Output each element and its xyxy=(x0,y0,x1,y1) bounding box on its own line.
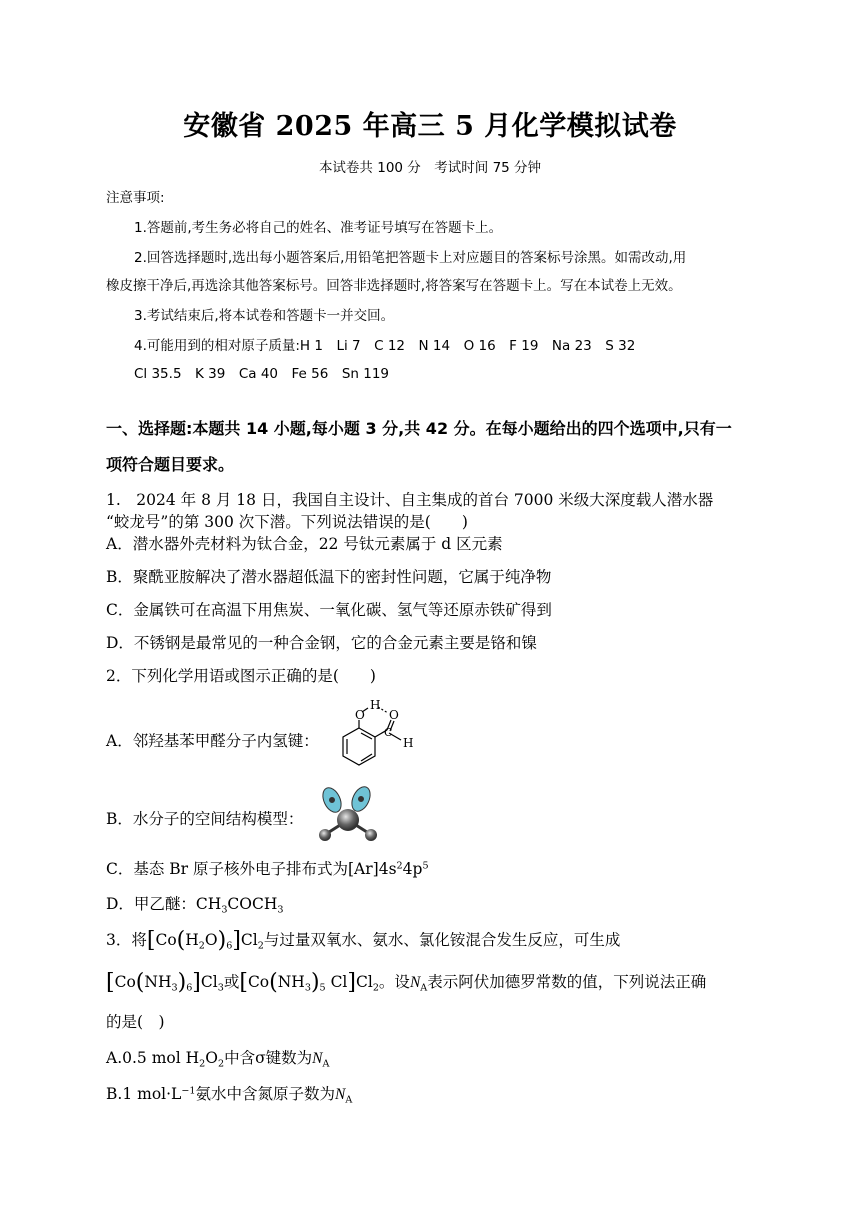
ring-double-bond xyxy=(361,754,372,761)
q2-option-b: B．水分子的空间结构模型： xyxy=(106,810,304,828)
q3-stem-line-3: 的是( ) xyxy=(106,1013,165,1031)
q1-stem-line-1: 1. 2024 年 8 月 18 日，我国自主设计、自主集成的首台 7000 米级大深度载人潜水器 xyxy=(106,491,714,509)
section-heading-line-2: 项符合题目要求。 xyxy=(106,455,235,474)
note-item-4-line-2: Cl 35.5 K 39 Ca 40 Fe 56 Sn 119 xyxy=(134,366,390,382)
lone-pair-dot xyxy=(359,797,364,802)
q3-stem-line-2: $[Co(NH_3)_6]Cl_3$或[$Co(NH_3)_5$ $Cl]Cl_2$。设$N_A$表示阿伏加德罗常数的值，下列说法正确 xyxy=(106,970,707,995)
note-item-1: 1.答题前,考生务必将自己的姓名、准考证号填写在答题卡上。 xyxy=(134,220,503,236)
notes-heading: 注意事项: xyxy=(106,190,165,206)
q1-stem-line-2: “蛟龙号”的第 300 次下潜。下列说法错误的是( ) xyxy=(106,513,468,531)
q1-option-b: B．聚酰亚胺解决了潜水器超低温下的密封性问题，它属于纯净物 xyxy=(106,568,552,586)
q2-option-c: C．基态 Br 原子核外电子排布式为$[Ar]4s^24p^5$ xyxy=(106,860,429,878)
atom-o: O xyxy=(389,708,399,722)
atom-c: C xyxy=(384,726,393,739)
benzene-ring xyxy=(343,728,375,765)
q2-option-a: A．邻羟基苯甲醛分子内氢键： xyxy=(106,732,319,750)
oxygen-atom xyxy=(337,809,359,831)
note-item-2-line-1: 2.回答选择题时,选出每小题答案后,用铅笔把答题卡上对应题目的答案标号涂黑。如需改动,用 xyxy=(134,250,687,266)
lone-pair-dot xyxy=(330,798,335,803)
atom-o: O xyxy=(355,708,365,722)
q3-option-a: A.0.5 mol $H_2O_2$中含σ键数为$N_A$ xyxy=(106,1049,330,1070)
note-item-3: 3.考试结束后,将本试卷和答题卡一并交回。 xyxy=(134,308,395,324)
note-item-2-line-2: 橡皮擦干净后,再选涂其他答案标号。回答非选择题时,将答案写在答题卡上。写在本试卷上无效。 xyxy=(106,278,682,294)
q3-option-b: B.1 $mol\cdot L^{-1}$氨水中含氮原子数为$N_A$ xyxy=(106,1085,353,1106)
atom-h: H xyxy=(403,736,414,750)
q1-option-a: A．潜水器外壳材料为钛合金，22 号钛元素属于 d 区元素 xyxy=(106,535,503,553)
section-heading-line-1: 一、选择题:本题共 14 小题,每小题 3 分,共 42 分。在每小题给出的四个选项中,只有一 xyxy=(106,419,732,438)
hydrogen-atom xyxy=(319,829,331,841)
q1-option-d: D．不锈钢是最常见的一种合金钢，它的合金元素主要是铬和镍 xyxy=(106,634,537,652)
note-item-4-line-1: 4.可能用到的相对原子质量:H 1 Li 7 C 12 N 14 O 16 F 19 Na 23 S 32 xyxy=(134,338,636,354)
atom-h: H xyxy=(370,698,381,712)
q2-stem: 2．下列化学用语或图示正确的是( ) xyxy=(106,667,376,685)
exam-subtitle: 本试卷共 100 分 考试时间 75 分钟 xyxy=(318,160,542,176)
hydrogen-atom xyxy=(365,829,377,841)
page-title: 安徽省 2025 年高三 5 月化学模拟试卷 xyxy=(183,111,677,142)
q3-stem-line-1: 3．将$[Co(H_2O)_6]Cl_2$与过量双氧水、氨水、氯化铵混合发生反应，可生成 xyxy=(106,928,621,953)
q1-option-c: C．金属铁可在高温下用焦炭、一氧化碳、氢气等还原赤铁矿得到 xyxy=(106,601,552,619)
water-vsepr-model xyxy=(312,782,384,846)
q2-option-d: D．甲乙醚：$CH_3COCH_3$ xyxy=(106,895,284,916)
salicylaldehyde-structure xyxy=(326,696,426,776)
